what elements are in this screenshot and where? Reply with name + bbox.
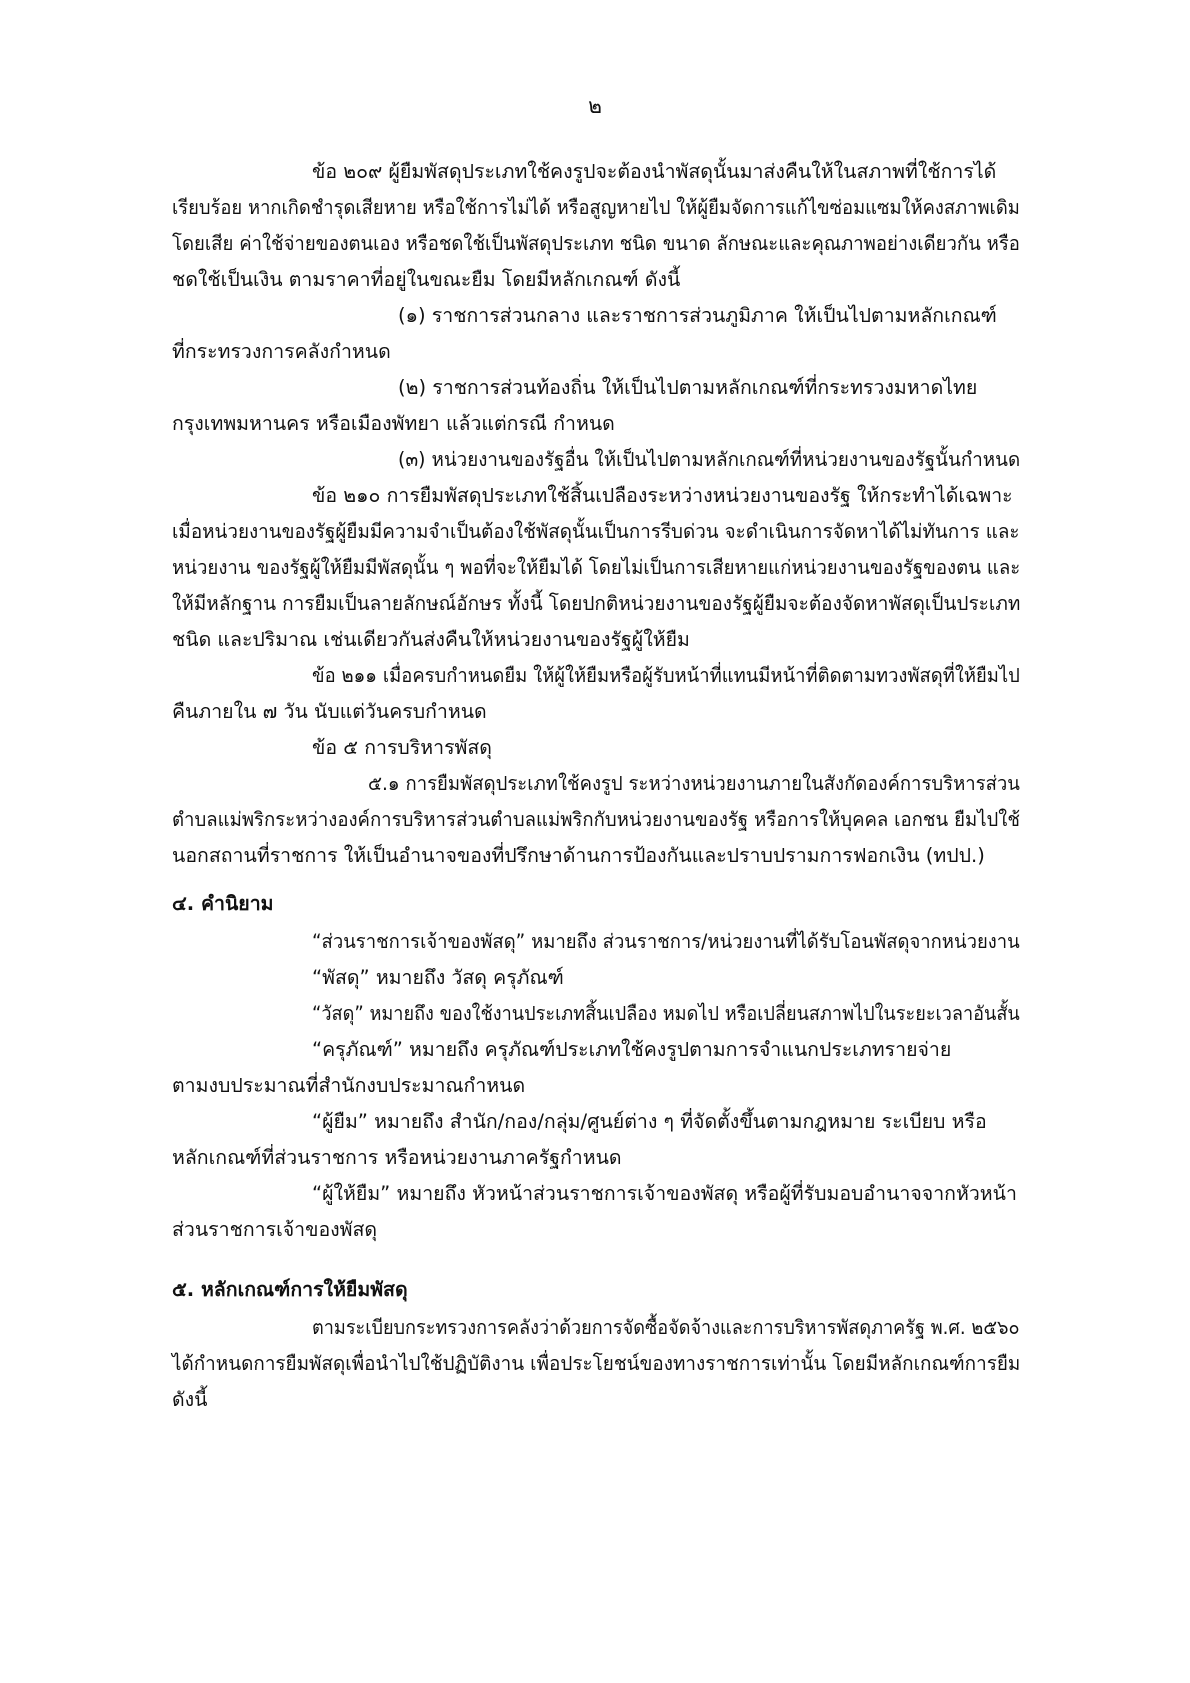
- text-line: ชนิด และปริมาณ เช่นเดียวกันส่งคืนให้หน่วยงานของรัฐผู้ให้ยืม: [172, 628, 690, 651]
- text-line: “ครุภัณฑ์” หมายถึง ครุภัณฑ์ประเภทใช้คงรูปตามการจำแนกประเภทรายจ่าย: [312, 1038, 952, 1061]
- text-line: นอกสถานที่ราชการ ให้เป็นอำนาจของที่ปรึกษาด้านการป้องกันและปราบปรามการฟอกเงิน (ทปป.): [172, 844, 985, 867]
- text-line: หน่วยงาน ของรัฐผู้ให้ยืมมีพัสดุนั้น ๆ พอที่จะให้ยืมได้ โดยไม่เป็นการเสียหายแก่หน่วยงานของรัฐของตน และ: [172, 556, 1021, 579]
- text-line: “ผู้ให้ยืม” หมายถึง หัวหน้าส่วนราชการเจ้าของพัสดุ หรือผู้ที่รับมอบอำนาจจากหัวหน้า: [312, 1182, 1017, 1205]
- text-line: คืนภายใน ๗ วัน นับแต่วันครบกำหนด: [172, 700, 487, 723]
- text-line: “วัสดุ” หมายถึง ของใช้งานประเภทสิ้นเปลือง หมดไป หรือเปลี่ยนสภาพไปในระยะเวลาอันสั้น: [312, 1002, 1020, 1025]
- text-line: ตำบลแม่พริกระหว่างองค์การบริหารส่วนตำบลแม่พริกกับหน่วยงานของรัฐ หรือการให้บุคคล เอกชน ยืมไปใช้: [172, 808, 1020, 831]
- text-line: ให้มีหลักฐาน การยืมเป็นลายลักษณ์อักษร ทั้งนี้ โดยปกติหน่วยงานของรัฐผู้ยืมจะต้องจัดหาพัสดุเป็นประเภท: [172, 592, 1021, 615]
- text-line: เมื่อหน่วยงานของรัฐผู้ยืมมีความจำเป็นต้องใช้พัสดุนั้นเป็นการรีบด่วน จะดำเนินการจัดหาได้ไม่ทันการ และ: [172, 520, 1020, 543]
- text-line: ข้อ ๒๐๙ ผู้ยืมพัสดุประเภทใช้คงรูปจะต้องนำพัสดุนั้นมาส่งคืนให้ในสภาพที่ใช้การได้: [312, 160, 997, 183]
- text-line: ได้กำหนดการยืมพัสดุเพื่อนำไปใช้ปฏิบัติงาน เพื่อประโยชน์ของทางราชการเท่านั้น โดยมีหลักเกณฑ์การยืม: [172, 1352, 1021, 1375]
- text-line: ข้อ ๕ การบริหารพัสดุ: [312, 736, 492, 759]
- section-heading-definitions: ๔. คำนิยาม: [172, 892, 274, 915]
- text-line: “ส่วนราชการเจ้าของพัสดุ” หมายถึง ส่วนราชการ/หน่วยงานที่ได้รับโอนพัสดุจากหน่วยงาน: [312, 930, 1020, 953]
- text-line: ๕.๑ การยืมพัสดุประเภทใช้คงรูป ระหว่างหน่วยงานภายในสังกัดองค์การบริหารส่วน: [368, 772, 1020, 795]
- text-line: “พัสดุ” หมายถึง วัสดุ ครุภัณฑ์: [312, 966, 564, 989]
- text-line: “ผู้ยืม” หมายถึง สำนัก/กอง/กลุ่ม/ศูนย์ต่าง ๆ ที่จัดตั้งขึ้นตามกฎหมาย ระเบียบ หรือ: [312, 1110, 987, 1133]
- page-number: ๒: [588, 94, 602, 118]
- text-line: โดยเสีย ค่าใช้จ่ายของตนเอง หรือชดใช้เป็นพัสดุประเภท ชนิด ขนาด ลักษณะและคุณภาพอย่างเดียวกัน หรือ: [172, 232, 1020, 255]
- text-line: (๒) ราชการส่วนท้องถิ่น ให้เป็นไปตามหลักเกณฑ์ที่กระทรวงมหาดไทย: [398, 376, 978, 399]
- text-line: ดังนี้: [172, 1388, 208, 1411]
- text-line: หลักเกณฑ์ที่ส่วนราชการ หรือหน่วยงานภาครัฐกำหนด: [172, 1146, 622, 1169]
- text-line: ส่วนราชการเจ้าของพัสดุ: [172, 1218, 378, 1241]
- text-line: ตามงบประมาณที่สำนักงบประมาณกำหนด: [172, 1074, 526, 1097]
- text-line: เรียบร้อย หากเกิดชำรุดเสียหาย หรือใช้การไม่ได้ หรือสูญหายไป ให้ผู้ยืมจัดการแก้ไขซ่อมแซมให้คงสภาพเดิม: [172, 196, 1020, 219]
- text-line: (๓) หน่วยงานของรัฐอื่น ให้เป็นไปตามหลักเกณฑ์ที่หน่วยงานของรัฐนั้นกำหนด: [398, 448, 1021, 471]
- text-line: ข้อ ๒๑๐ การยืมพัสดุประเภทใช้สิ้นเปลืองระหว่างหน่วยงานของรัฐ ให้กระทำได้เฉพาะ: [312, 484, 1013, 507]
- text-line: ชดใช้เป็นเงิน ตามราคาที่อยู่ในขณะยืม โดยมีหลักเกณฑ์ ดังนี้: [172, 268, 681, 291]
- text-line: ตามระเบียบกระทรวงการคลังว่าด้วยการจัดซื้อจัดจ้างและการบริหารพัสดุภาครัฐ พ.ศ. ๒๕๖๐: [312, 1316, 1020, 1339]
- text-line: กรุงเทพมหานคร หรือเมืองพัทยา แล้วแต่กรณี กำหนด: [172, 412, 615, 435]
- text-line: ที่กระทรวงการคลังกำหนด: [172, 340, 391, 363]
- text-line: ข้อ ๒๑๑ เมื่อครบกำหนดยืม ให้ผู้ให้ยืมหรือผู้รับหน้าที่แทนมีหน้าที่ติดตามทวงพัสดุที่ให้ยืมไป: [312, 664, 1020, 687]
- text-line: (๑) ราชการส่วนกลาง และราชการส่วนภูมิภาค ให้เป็นไปตามหลักเกณฑ์: [398, 304, 997, 327]
- section-heading-lending-criteria: ๕. หลักเกณฑ์การให้ยืมพัสดุ: [172, 1278, 408, 1301]
